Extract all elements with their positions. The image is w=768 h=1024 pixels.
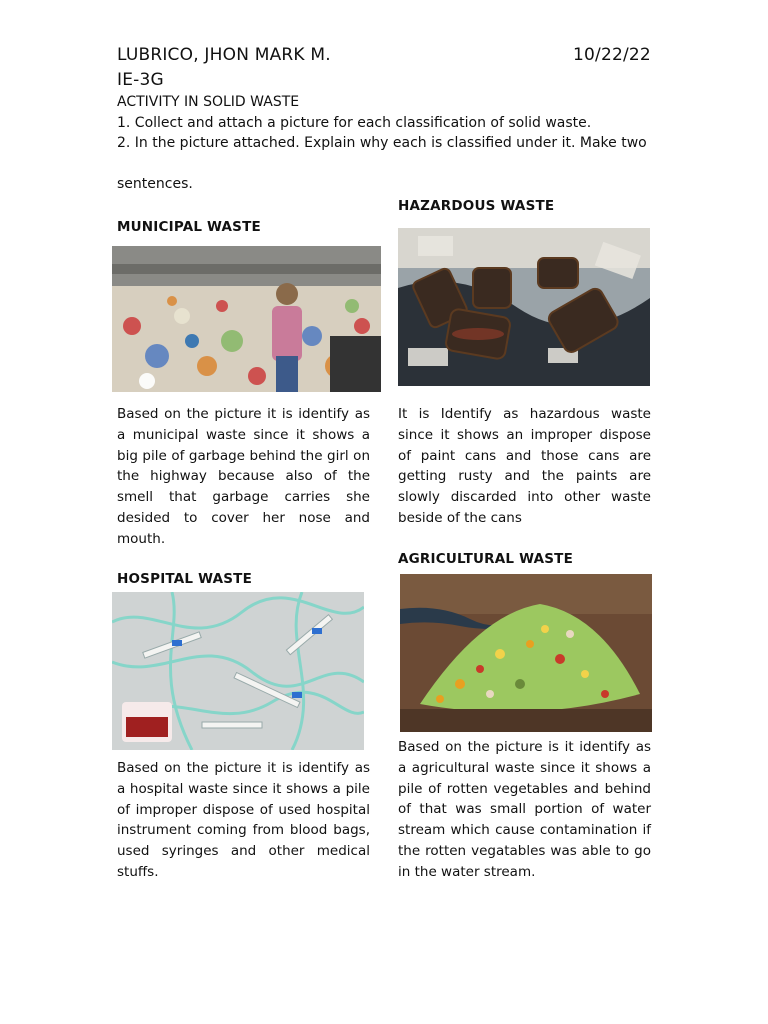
municipal-heading: MUNICIPAL WASTE xyxy=(117,219,261,235)
municipal-waste-photo xyxy=(112,246,381,392)
hazardous-waste-photo xyxy=(398,228,650,386)
section: IE-3G xyxy=(117,70,164,90)
agricultural-heading: AGRICULTURAL WASTE xyxy=(398,551,573,567)
hospital-description: Based on the picture it is identify as a hospital waste since it shows a pile of improper dispose of used hospital instrument coming from blood bags, used syringes and other medical stuffs. xyxy=(117,760,370,880)
student-name: LUBRICO, JHON MARK M. xyxy=(117,45,331,65)
hazardous-description: It is Identify as hazardous waste since it shows an improper dispose of paint cans and those cans are getting rusty and the paints are slowly discarded into other waste beside of the cans xyxy=(398,406,651,526)
hospital-waste-photo xyxy=(112,592,364,750)
agricultural-description: Based on the picture is it identify as a agricultural waste since it shows a pile of rotten vegetables and behind of that was small portion of water stream which cause contamination if the rotten vegatables was able to go in the water stream. xyxy=(398,739,651,880)
hazardous-heading: HAZARDOUS WASTE xyxy=(398,198,555,214)
agricultural-waste-photo xyxy=(400,574,652,732)
date: 10/22/22 xyxy=(573,45,651,65)
activity-title: ACTIVITY IN SOLID WASTE xyxy=(117,94,300,110)
instruction-1: 1. Collect and attach a picture for each classification of solid waste. xyxy=(117,115,592,131)
instruction-2-cont: sentences. xyxy=(117,176,193,192)
hospital-heading: HOSPITAL WASTE xyxy=(117,571,253,587)
municipal-description: Based on the picture it is identify as a municipal waste since it shows a big pile of garbage behind the girl on the highway because also of the smell that garbage carries she desided to cover her nose and mouth. xyxy=(117,406,370,547)
instruction-2: 2. In the picture attached. Explain why each is classified under it. Make two xyxy=(117,135,647,151)
